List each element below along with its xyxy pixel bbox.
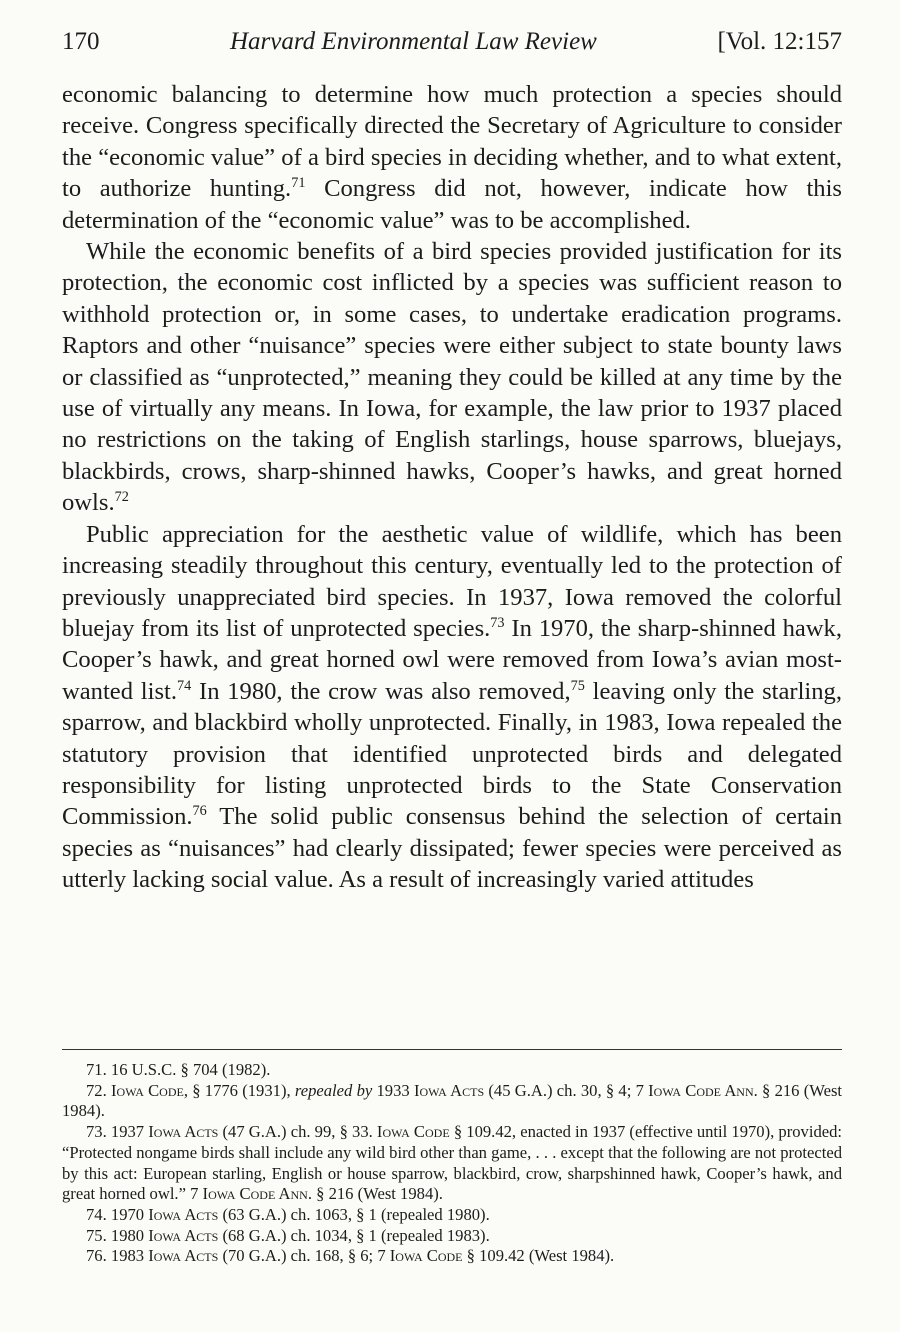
citation-small-caps: Iowa Acts [148, 1246, 219, 1266]
text-run: While the economic benefits of a bird species provided justification for its protection, the economic cost inflicted by a species was sufficient reason to withhold protection or, in some cases, to undertake eradication programs. Raptors and other “nuisance” species were either subject to state bounty laws or classified as “unprotected,” meaning they could be killed at any time by the use of virtually any means. In Iowa, for example, the law prior to 1937 placed no restrictions on the taking of English starlings, house sparrows, bluejays, blackbirds, crows, sharp-shinned hawks, Cooper’s hawks, and great horned owls. [62, 238, 842, 517]
text-run: 1933 [372, 1080, 414, 1100]
text-run: economic balancing to determine how much protection a species should receive. Congress specifically directed the Secretary of Agriculture to consider the “economic value” of a bird species in deciding whether, and to what extent, to authorize hunting. [62, 81, 842, 203]
text-run: Public appreciation for the aesthetic value of wildlife, which has been increasing steadily throughout this century, eventually led to the protection of previously unappreciated bird species. In 1937, Iowa removed the colorful bluejay from its list of unprotected species. [62, 520, 842, 642]
text-run: The solid public consensus behind the selection of certain species as “nuisances” had clearly dissipated; fewer species were perceived as utterly lacking social value. As a result of increasingly varied attitudes [62, 803, 842, 894]
citation-small-caps: Iowa Acts [148, 1122, 219, 1142]
footnote-ref-73[interactable]: 73 [490, 615, 505, 632]
footnote-divider [62, 1049, 842, 1050]
paragraph-3 [62, 519, 842, 896]
footnote-73 [62, 1122, 842, 1205]
footnote-75 [62, 1226, 842, 1247]
text-run: (63 G.A.) ch. 1063, § 1 (repealed 1980). [218, 1204, 490, 1224]
citation-small-caps: Iowa Acts [413, 1080, 485, 1100]
citation-small-caps: Iowa Code [376, 1122, 450, 1142]
citation-small-caps: Iowa Acts [148, 1204, 219, 1224]
body-text [62, 79, 842, 896]
text-run: , § 1776 (1931), [183, 1080, 295, 1100]
paragraph-2 [62, 236, 842, 519]
text-run: 75. 1980 [86, 1225, 149, 1245]
citation-italic: repealed by [294, 1080, 373, 1100]
footnote-ref-76[interactable]: 76 [192, 803, 207, 820]
footnote-ref-71[interactable]: 71 [291, 175, 306, 192]
text-run: § 216 (West 1984). [311, 1184, 443, 1204]
footnotes [62, 1060, 842, 1267]
journal-title: Harvard Environmental Law Review [230, 28, 597, 55]
footnote-74 [62, 1205, 842, 1226]
text-run: § 109.42 (West 1984). [462, 1246, 615, 1266]
citation-small-caps: Iowa Acts [148, 1225, 219, 1245]
text-run: In 1980, the crow was also removed, [191, 677, 571, 705]
text-run: 72. [86, 1080, 111, 1100]
text-run: (68 G.A.) ch. 1034, § 1 (repealed 1983). [218, 1225, 490, 1245]
text-run: 74. 1970 [86, 1204, 149, 1224]
footnote-71 [62, 1060, 842, 1081]
text-run: § 216 (West 1984). [62, 1080, 843, 1121]
text-run: Congress did not, however, indicate how this determination of the “economic value” was to be accomplished. [62, 175, 842, 234]
citation-small-caps: Iowa Code [111, 1080, 184, 1100]
citation-small-caps: Iowa Code Ann. [202, 1184, 312, 1204]
citation-small-caps: Iowa Code [389, 1246, 463, 1266]
footnote-76 [62, 1246, 842, 1267]
text-run: (45 G.A.) ch. 30, § 4; 7 [484, 1080, 649, 1100]
page-number: 170 [62, 28, 100, 55]
text-run: 73. 1937 [86, 1122, 149, 1142]
footnote-ref-72[interactable]: 72 [114, 489, 129, 506]
text-run: (70 G.A.) ch. 168, § 6; 7 [218, 1246, 390, 1266]
paragraph-1 [62, 79, 842, 236]
text-run: 76. 1983 [86, 1246, 149, 1266]
volume-reference: [Vol. 12:157 [717, 28, 842, 55]
footnote-ref-75[interactable]: 75 [570, 677, 585, 694]
text-run: In 1970, the sharp-shinned hawk, Cooper’s hawk, and great horned owl were removed from Iowa’s avian most-wanted list. [62, 614, 843, 705]
citation-small-caps: Iowa Code Ann. [648, 1080, 758, 1100]
text-run: § 109.42, enacted in 1937 (effective until 1970), provided: “Protected nongame birds shall include any wild bird other than game, . . . except that the following are not protected by this act: European starling, English or house sparrow, blackbird, crow, sharpshinned hawk, Cooper’s hawk, and great horned owl.” 7 [62, 1122, 843, 1204]
text-run: 71. 16 U.S.C. § 704 (1982). [86, 1060, 271, 1079]
footnote-72 [62, 1081, 842, 1122]
text-run: (47 G.A.) ch. 99, § 33. [218, 1122, 377, 1142]
text-run: leaving only the starling, sparrow, and blackbird wholly unprotected. Finally, in 1983, Iowa repealed the statutory provision that identified unprotected birds and delegated responsibility for listing unprotected birds to the State Conservation Commission. [62, 677, 842, 831]
footnote-ref-74[interactable]: 74 [177, 677, 192, 694]
running-header [62, 22, 842, 62]
